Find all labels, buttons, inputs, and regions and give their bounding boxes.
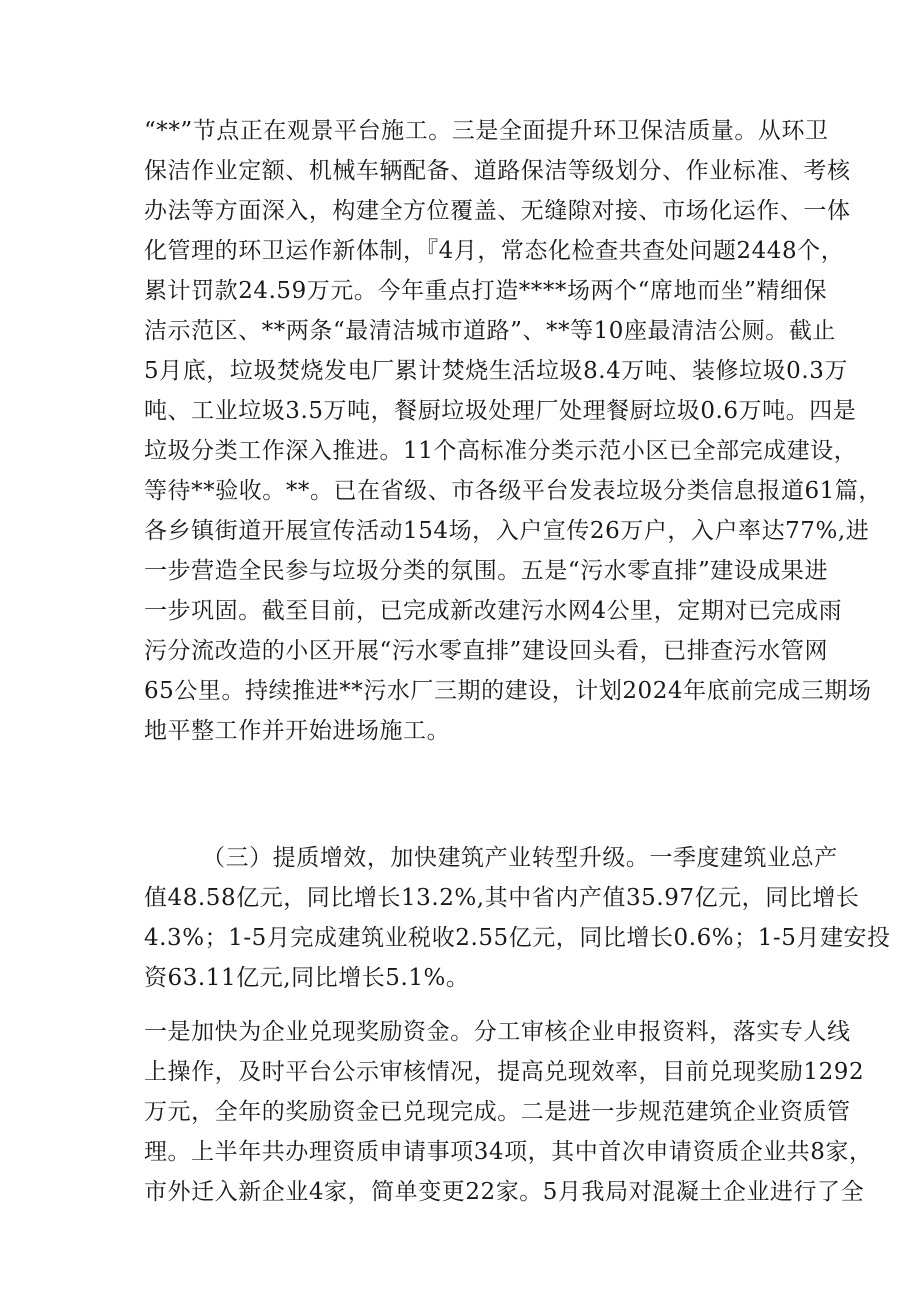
text-line: 化管理的环卫运作新体制，『4月，常态化检查共查处问题2448个， xyxy=(144,238,845,264)
text-line: 办法等方面深入，构建全方位覆盖、无缝隙对接、市场化运作、一体 xyxy=(144,198,851,224)
text-line: 值48.58亿元，同比增长13.2%,其中省内产值35.97亿元，同比增长 xyxy=(144,885,860,911)
text-line: 资63.11亿元,同比增长5.1%。 xyxy=(144,965,470,991)
text-line: 保洁作业定额、机械车辆配备、道路保洁等级划分、作业标准、考核 xyxy=(144,158,851,184)
text-line: 一步营造全民参与垃圾分类的氛围。五是“污水零直排”建设成果进 xyxy=(144,558,829,584)
text-line: 万元，全年的奖励资金已兑现完成。二是进一步规范建筑企业资质管 xyxy=(144,1099,851,1125)
text-line: 市外迁入新企业4家，简单变更22家。5月我局对混凝土企业进行了全 xyxy=(144,1179,865,1205)
text-line: 4.3%；1-5月完成建筑业税收2.55亿元，同比增长0.6%；1-5月建安投 xyxy=(144,925,891,951)
paragraph-construction xyxy=(144,838,891,998)
text-line: 一步巩固。截至目前，已完成新改建污水网4公里，定期对已完成雨 xyxy=(144,598,843,624)
paragraph-rewards xyxy=(144,1012,873,1212)
text-line: 65公里。持续推进**污水厂三期的建设，计划2024年底前完成三期场 xyxy=(144,678,872,704)
text-line: 污分流改造的小区开展“污水零直排”建设回头看，已排查污水管网 xyxy=(144,638,829,664)
text-line: 一是加快为企业兑现奖励资金。分工审核企业申报资料，落实专人线 xyxy=(144,1019,851,1045)
text-line: 洁示范区、**两条“最清洁城市道路”、**等10座最清洁公厕。截止 xyxy=(144,318,836,344)
text-line: 地平整工作并开始进场施工。 xyxy=(144,718,451,744)
text-line: 吨、工业垃圾3.5万吨，餐厨垃圾处理厂处理餐厨垃圾0.6万吨。四是 xyxy=(144,398,857,424)
text-line: 5月底，垃圾焚烧发电厂累计焚烧生活垃圾8.4万吨、装修垃圾0.3万 xyxy=(144,358,848,384)
text-line: 垃圾分类工作深入推进。11个高标准分类示范小区已全部完成建设， xyxy=(144,438,858,464)
text-line: （三）提质增效，加快建筑产业转型升级。一季度建筑业总产 xyxy=(202,845,838,871)
text-line: 上操作，及时平台公示审核情况，提高兑现效率，目前兑现奖励1292 xyxy=(144,1059,865,1085)
text-line: 各乡镇街道开展宣传活动154场，入户宣传26万户，入户率达77%,进 xyxy=(144,518,870,544)
text-line: 累计罚款24.59万元。今年重点打造****场两个“席地而坐”精细保 xyxy=(144,278,828,304)
text-line: “**”节点正在观景平台施工。三是全面提升环卫保洁质量。从环卫 xyxy=(144,118,829,144)
paragraph-sanitation xyxy=(144,111,882,751)
text-line: 理。上半年共办理资质申请事项34项，其中首次申请资质企业共8家， xyxy=(144,1139,873,1165)
text-line: 等待**验收。**。已在省级、市各级平台发表垃圾分类信息报道61篇， xyxy=(144,478,882,504)
